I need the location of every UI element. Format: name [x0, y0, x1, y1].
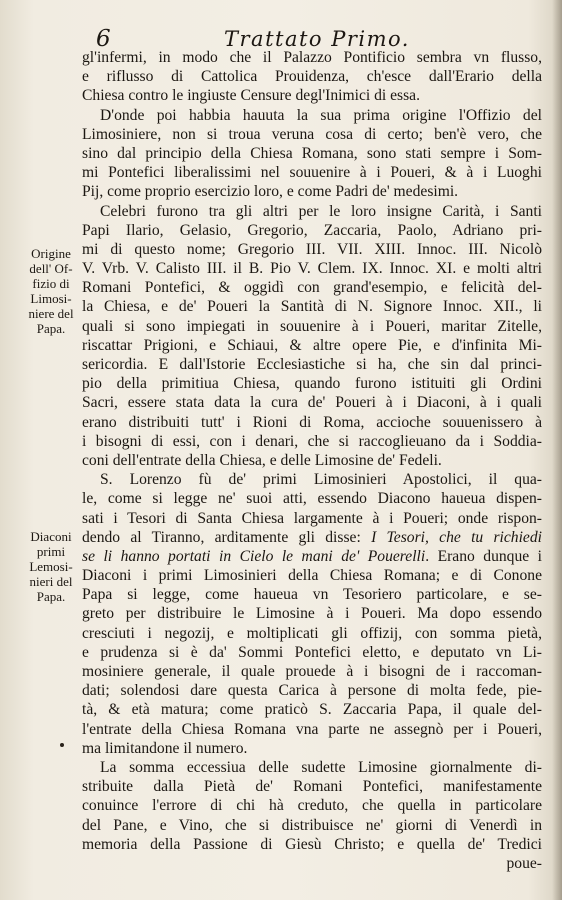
body-text [82, 48, 542, 873]
text-line: l'entrate della Chiesa Romana vna parte ne assegnò per i Poueri, [82, 720, 542, 738]
text-line: erano distribuiti tutt' i Rioni di Roma, accioche souuenissero à [82, 413, 542, 431]
text-line: mi di questo nome; Gregorio III. VII. XIII. Innoc. III. Nicolò [82, 240, 542, 258]
text-line: coni dell'entrate della Chiesa, e delle Limosine de' Fedeli. [82, 451, 442, 469]
margin-note-line: Limosi- [30, 291, 72, 306]
text-line: Sacri, essere stata data la cura de' Poueri à i Diaconi, à i quali [82, 394, 542, 412]
text-line: Papi Ilario, Gelasio, Gregorio, Zaccaria, Paolo, Adriano pri- [82, 221, 542, 239]
margin-note-line: niere del [28, 306, 74, 321]
margin-note-line: primi [36, 544, 66, 559]
text-line: sati i Tesori di Santa Chiesa largamente à i Poueri; onde rispon- [82, 509, 542, 527]
text-line: Pij, come proprio esercizio loro, e come Padri de' medesimi. [82, 183, 459, 201]
text-line: pio della primitiua Chiesa, quando furono istituiti gli Ordini [82, 375, 542, 393]
text-line: sino dal principio della Chiesa Romana, sono stati sempre i Som- [82, 144, 542, 162]
margin-note-line: nieri del [29, 574, 73, 589]
text-line: Papa si legge, come haueua vn Tesoriero particolare, e se- [82, 586, 542, 604]
text-line: dati; solendosi dare questa Carica à persone di molta fede, pie- [82, 682, 542, 700]
text-line: sericordia. E dall'Istorie Ecclesiastiche si ha, che sin dal princi- [82, 356, 542, 373]
margin-dot [60, 743, 64, 747]
text-line [82, 528, 542, 547]
margin-note-line: Origine [31, 246, 71, 261]
page-number: 6 [96, 26, 111, 52]
text-line [82, 547, 542, 566]
text-line: Chiesa contro le ingiuste Censure degl'Inimici di essa. [82, 87, 420, 105]
text-line: gl'infermi, in modo che il Palazzo Pontificio sembra vn flusso, [82, 49, 542, 66]
text-line: memoria della Passione di Giesù Christo; e quella de' Tredici [82, 835, 542, 853]
text-line: i bisogni di essi, con i denari, che si raccoglieuano da i Soddia- [82, 432, 542, 450]
margin-note-line: Papa. [36, 589, 66, 604]
margin-note-deacons [20, 529, 82, 604]
text-line: Diaconi i primi Limosinieri della Chiesa Romana; e di Conone [82, 567, 542, 585]
text-line: mosiniere generale, il quale prouede à i bisogni de i raccoman- [82, 663, 542, 680]
catchword: poue- [506, 854, 542, 872]
quotation-segment: se li hanno portati in Cielo le mani de' Pouerelli [82, 547, 426, 565]
text-line: tà, & età matura; come praticò S. Zaccaria Papa, il quale del- [82, 701, 542, 719]
margin-note-line: dell' Of- [29, 261, 73, 276]
text-line: V. Vrb. V. Calisto III. il B. Pio V. Clem. IX. Innoc. XI. e molti altri [82, 260, 542, 278]
text-line: quali si sono impiegati in souuenire à i Poueri, maritar Zitelle, [82, 317, 542, 335]
text-line: la Chiesa, e de' Poueri la Santità di N. Signore Innoc. XII., li [82, 298, 542, 316]
margin-note-line: Diaconi [30, 529, 72, 544]
text-line: La somma eccessiua delle sudette Limosine giornalmente di- [100, 758, 542, 776]
text-line: Limosiniere, non si troua veruna cosa di certo; ben'è vero, che [82, 125, 542, 143]
margin-note-line: Papa. [36, 321, 66, 336]
running-title: Trattato Primo. [224, 27, 410, 51]
text-line: stribuite dalla Pietà de' Romani Pontefici, manifestamente [82, 778, 542, 796]
text-segment: dendo al Tiranno, arditamente gli disse: [82, 528, 361, 546]
quotation-segment: I Tesori, che tu richiedi [371, 528, 542, 546]
page-edge-shadow [552, 0, 562, 900]
text-line: greto per distribuire le Limosine à i Poueri. Ma dopo essendo [82, 605, 542, 623]
text-line: conuince l'errore di chi hà creduto, che quella in particolare [82, 797, 542, 815]
text-segment: . Erano dunque i [425, 547, 542, 565]
text-line: Celebri furono tra gli altri per le loro insigne Carità, i Santi [100, 202, 542, 220]
text-line: S. Lorenzo fù de' primi Limosinieri Apostolici, il qua- [100, 471, 542, 489]
text-line: D'onde poi habbia hauuta la sua prima origine l'Offizio del [100, 106, 542, 124]
text-line: mi Pontefici liberalissimi nel souuenire à i Poueri, & à i Luoghi [82, 164, 542, 182]
text-line: e riflusso di Cattolica Prouidenza, ch'esce dall'Erario della [82, 68, 542, 86]
text-line: Romani Pontefici, & oggidì con grand'esempio, e felicità del- [82, 279, 542, 297]
margin-note-line: fizio di [32, 276, 70, 291]
margin-note-origin [20, 246, 82, 336]
text-line: le, come si legge ne' suoi atti, essendo Diacono haueua dispen- [82, 490, 542, 508]
text-line: del Pane, e Vino, che si distribuisce ne' giorni di Venerdì in [82, 816, 542, 834]
text-line: cresciuti i negozij, e moltiplicati gli offizij, con somma pietà, [82, 624, 542, 642]
text-line: riscattar Prigioni, e Schiaui, & altre opere Pie, e d'infinita Mi- [82, 336, 542, 354]
text-line: e prudenza si è da' Sommi Pontefici eletto, e deputato vn Li- [82, 643, 542, 661]
text-line: ma limitandone il numero. [82, 739, 248, 757]
margin-note-line: Lemosi- [29, 559, 73, 574]
